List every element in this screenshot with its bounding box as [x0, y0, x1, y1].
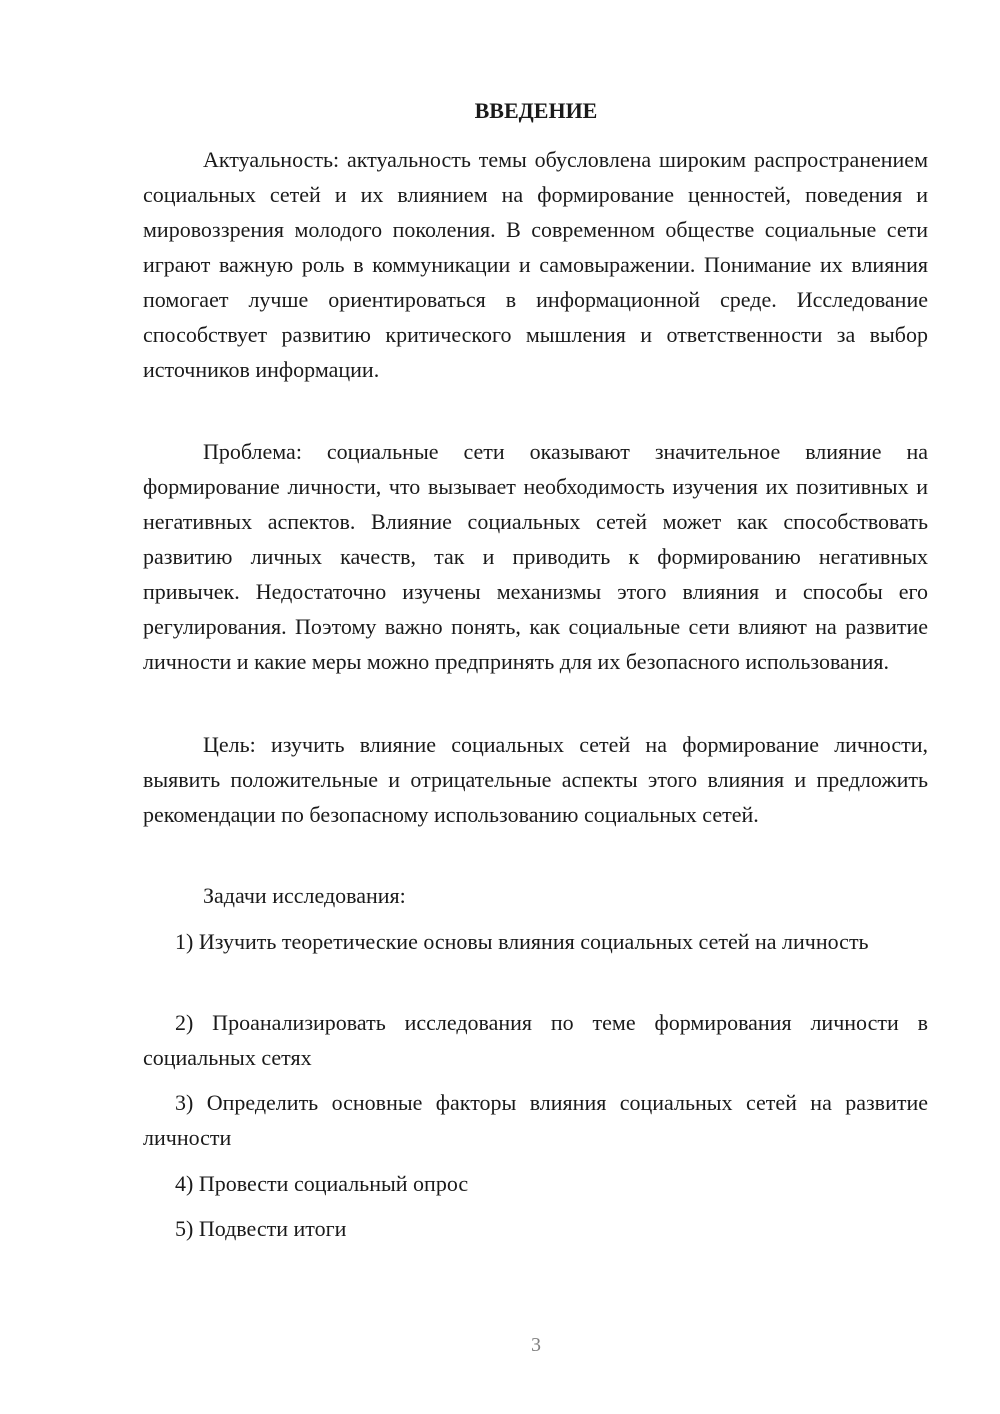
page-number: 3 [531, 1334, 541, 1356]
task-item-5 [143, 1211, 928, 1246]
paragraph-text: Актуальность: актуальность темы обусловлена широким распространением социальных сетей и их влиянием на формирование ценностей, поведения и мировоззрения молодого поколения. В современном обществе социальные сети играют важную роль в коммуникации и самовыражении. Понимание их влияния помогает лучше ориентироваться в информационной среде. Исследование способствует развитию критического мышления и ответственности за выбор источников информации. [143, 147, 928, 382]
task-text: 3) Определить основные факторы влияния социальных сетей на развитие личности [143, 1090, 928, 1150]
task-item-4 [143, 1166, 928, 1201]
paragraph-relevance [143, 142, 928, 387]
section-heading: ВВЕДЕНИЕ [474, 98, 598, 123]
paragraph-tasks-intro [143, 878, 928, 913]
task-item-2 [143, 1005, 928, 1075]
task-item-3 [143, 1085, 928, 1155]
task-item-1 [143, 924, 928, 959]
task-text: 5) Подвести итоги [175, 1216, 347, 1241]
task-text: 4) Провести социальный опрос [175, 1171, 469, 1196]
task-text: 1) Изучить теоретические основы влияния социальных сетей на личность [175, 929, 869, 954]
paragraph-goal [143, 727, 928, 832]
paragraph-text: Проблема: социальные сети оказывают значительное влияние на формирование личности, что вызывает необходимость изучения их позитивных и негативных аспектов. Влияние социальных сетей может как способствовать развитию личных качеств, так и приводить к формированию негативных привычек. Недостаточно изучены механизмы этого влияния и способы его регулирования. Поэтому важно понять, как социальные сети влияют на развитие личности и какие меры можно предпринять для их безопасного использования. [143, 439, 928, 674]
paragraph-problem [143, 434, 928, 679]
task-text: 2) Проанализировать исследования по теме формирования личности в социальных сетях [143, 1010, 928, 1070]
paragraph-text: Задачи исследования: [203, 883, 406, 908]
paragraph-text: Цель: изучить влияние социальных сетей на формирование личности, выявить положительные и отрицательные аспекты этого влияния и предложить рекомендации по безопасному использованию социальных сетей. [143, 732, 928, 827]
